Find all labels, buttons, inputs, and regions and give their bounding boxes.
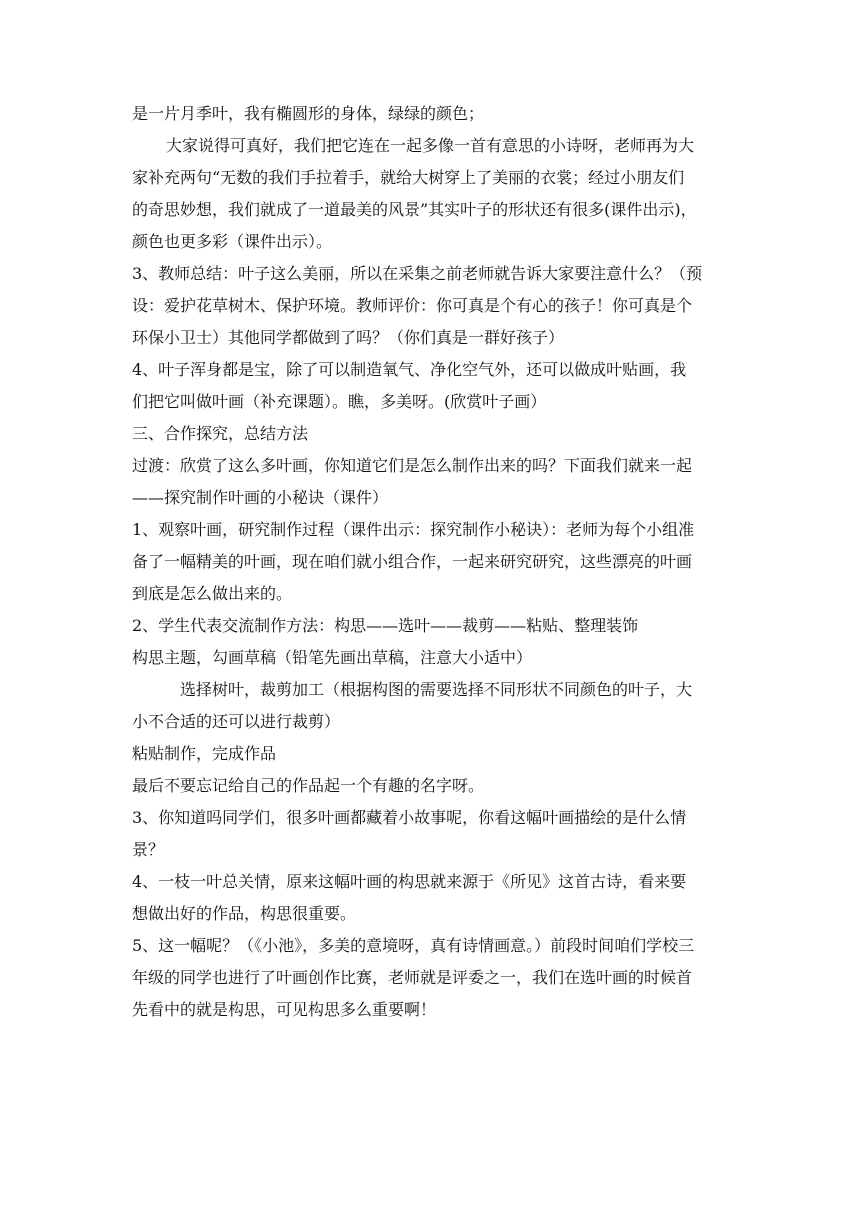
text-line: 环保小卫士）其他同学都做到了吗？（你们真是一群好孩子） <box>132 328 565 347</box>
text-line: 小不合适的还可以进行裁剪） <box>132 712 341 731</box>
text-line: 大家说得可真好，我们把它连在一起多像一首有意思的小诗呀，老师再为大 <box>166 136 695 155</box>
text-line: 是一片月季叶，我有椭圆形的身体，绿绿的颜色； <box>132 104 485 123</box>
text-line: 3、你知道吗同学们，很多叶画都藏着小故事呢，你看这幅叶画描绘的是什么情 <box>132 808 687 827</box>
text-line: 4、叶子浑身都是宝，除了可以制造氧气、净化空气外，还可以做成叶贴画，我 <box>132 360 687 379</box>
text-line: 的奇思妙想，我们就成了一道最美的风景”其实叶子的形状还有很多(课件出示)， <box>132 200 697 219</box>
text-line: 3、教师总结：叶子这么美丽，所以在采集之前老师就告诉大家要注意什么？（预 <box>132 264 703 283</box>
text-line: 设：爱护花草树木、保护环境。教师评价：你可真是个有心的孩子！你可真是个 <box>132 296 693 315</box>
text-line: 过渡：欣赏了这么多叶画，你知道它们是怎么制作出来的吗？下面我们就来一起 <box>132 456 693 475</box>
text-line: 粘贴制作，完成作品 <box>132 744 277 763</box>
text-line: ——探究制作叶画的小秘诀（课件） <box>132 488 389 507</box>
text-line: 备了一幅精美的叶画，现在咱们就小组合作，一起来研究研究，这些漂亮的叶画 <box>132 552 693 571</box>
text-line: 们把它叫做叶画（补充课题）。瞧，多美呀。(欣赏叶子画） <box>132 392 547 411</box>
text-line: 先看中的就是构思，可见构思多么重要啊！ <box>132 1000 437 1019</box>
text-line: 构思主题，勾画草稿（铅笔先画出草稿，注意大小适中） <box>132 648 533 667</box>
text-line: 年级的同学也进行了叶画创作比赛，老师就是评委之一，我们在选叶画的时候首 <box>132 968 693 987</box>
text-line: 最后不要忘记给自己的作品起一个有趣的名字呀。 <box>132 776 485 795</box>
text-line: 想做出好的作品，构思很重要。 <box>132 904 357 923</box>
text-line: 2、学生代表交流制作方法：构思——选叶——裁剪——粘贴、整理装饰 <box>132 616 639 635</box>
section-heading: 三、合作探究，总结方法 <box>132 424 309 443</box>
text-line: 5、这一幅呢？（《小池》，多美的意境呀，真有诗情画意。）前段时间咱们学校三 <box>132 936 695 955</box>
text-line: 1、观察叶画，研究制作过程（课件出示：探究制作小秘诀）：老师为每个小组准 <box>132 520 695 539</box>
document-page <box>132 98 732 1026</box>
text-line: 到底是怎么做出来的。 <box>132 584 293 603</box>
text-line: 家补充两句“无数的我们手拉着手，就给大树穿上了美丽的衣裳；经过小朋友们 <box>132 168 685 187</box>
text-line: 选择树叶，裁剪加工（根据构图的需要选择不同形状不同颜色的叶子，大 <box>180 680 693 699</box>
text-line: 4、一枝一叶总关情，原来这幅叶画的构思就来源于《所见》这首古诗，看来要 <box>132 872 687 891</box>
text-line: 颜色也更多彩（课件出示）。 <box>132 232 333 251</box>
text-line: 景？ <box>132 840 165 859</box>
